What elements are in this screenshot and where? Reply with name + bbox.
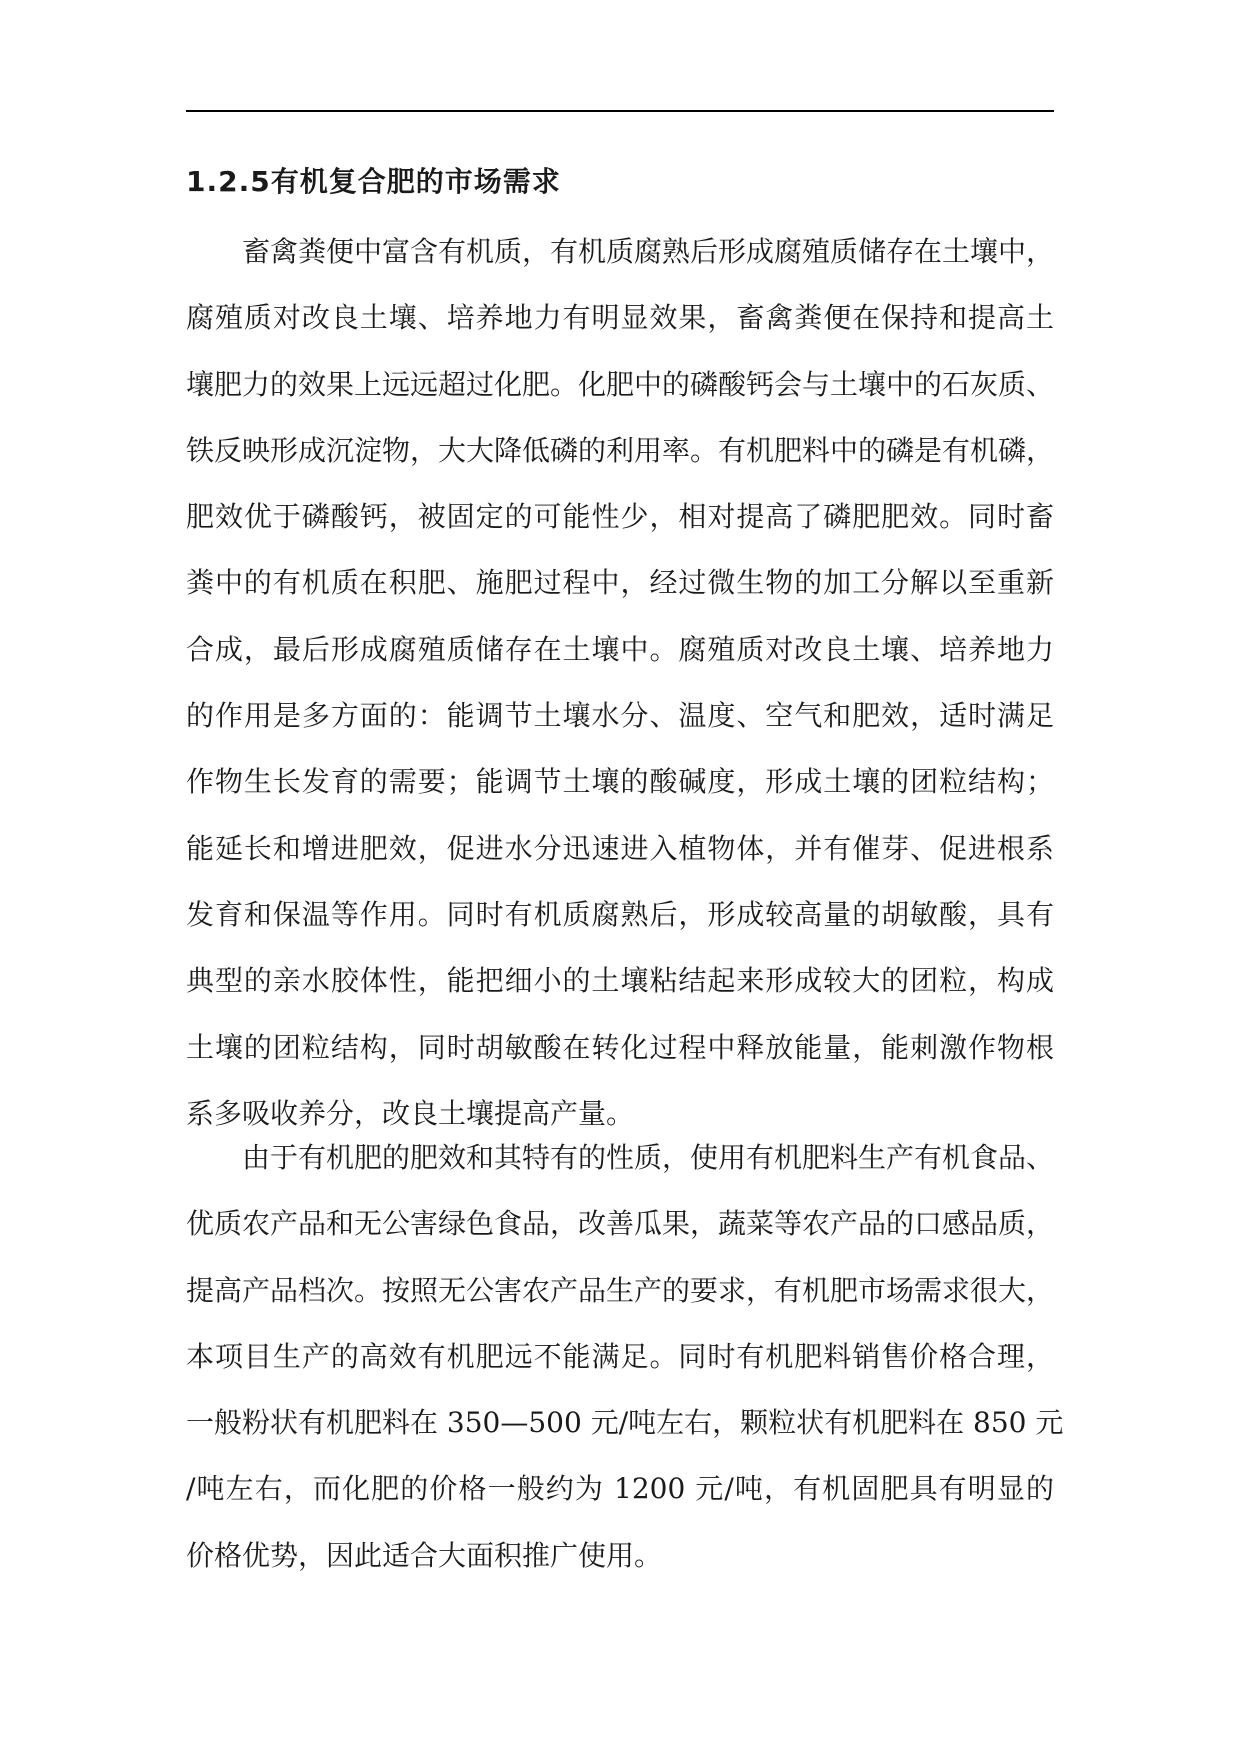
paragraph-line: 价格优势，因此适合大面积推广使用。 — [186, 1538, 663, 1572]
paragraph-line: 壤肥力的效果上远远超过化肥。化肥中的磷酸钙会与土壤中的石灰质、 — [186, 367, 1055, 401]
section-heading: 1.2.5有机复合肥的市场需求 — [186, 165, 561, 198]
paragraph-line: 土壤的团粒结构，同时胡敏酸在转化过程中释放能量，能刺激作物根 — [186, 1030, 1054, 1064]
paragraph-line: 畜禽粪便中富含有机质，有机质腐熟后形成腐殖质储存在土壤中， — [242, 235, 1055, 268]
paragraph-line: 粪中的有机质在积肥、施肥过程中，经过微生物的加工分解以至重新 — [186, 566, 1054, 600]
paragraph-line: 能延长和增进肥效，促进水分迅速进入植物体，并有催芽、促进根系 — [186, 831, 1054, 865]
paragraph-line: 一般粉状有机肥料在 350—500 元/吨左右，颗粒状有机肥料在 850 元 — [186, 1406, 1064, 1440]
paragraph-line: 的作用是多方面的：能调节土壤水分、温度、空气和肥效，适时满足 — [186, 699, 1054, 733]
paragraph-line: 肥效优于磷酸钙，被固定的可能性少，相对提高了磷肥肥效。同时畜 — [186, 500, 1054, 534]
paragraph-line: /吨左右，而化肥的价格一般约为 1200 元/吨，有机固肥具有明显的 — [186, 1472, 1054, 1506]
header-rule — [186, 110, 1054, 112]
paragraph-line: 系多吸收养分，改良土壤提高产量。 — [186, 1096, 635, 1130]
paragraph-line: 优质农产品和无公害绿色食品，改善瓜果，蔬菜等农产品的口感品质， — [186, 1207, 1055, 1241]
paragraph-line: 由于有机肥的肥效和其特有的性质，使用有机肥料生产有机食品、 — [242, 1141, 1055, 1174]
paragraph-line: 作物生长发育的需要；能调节土壤的酸碱度，形成土壤的团粒结构； — [186, 765, 1054, 799]
paragraph-line: 铁反映形成沉淀物，大大降低磷的利用率。有机肥料中的磷是有机磷， — [186, 433, 1055, 467]
paragraph-line: 本项目生产的高效有机肥远不能满足。同时有机肥料销售价格合理， — [186, 1339, 1054, 1373]
paragraph-line: 合成，最后形成腐殖质储存在土壤中。腐殖质对改良土壤、培养地力 — [186, 632, 1054, 666]
paragraph-line: 腐殖质对改良土壤、培养地力有明显效果，畜禽粪便在保持和提高土 — [186, 301, 1054, 335]
paragraph-line: 典型的亲水胶体性，能把细小的土壤粘结起来形成较大的团粒，构成 — [186, 964, 1054, 998]
paragraph-2 — [186, 1125, 1064, 1589]
paragraph-line: 提高产品档次。按照无公害农产品生产的要求，有机肥市场需求很大， — [186, 1273, 1055, 1307]
paragraph-1 — [186, 219, 1054, 1147]
paragraph-line: 发育和保温等作用。同时有机质腐熟后，形成较高量的胡敏酸，具有 — [186, 897, 1054, 931]
